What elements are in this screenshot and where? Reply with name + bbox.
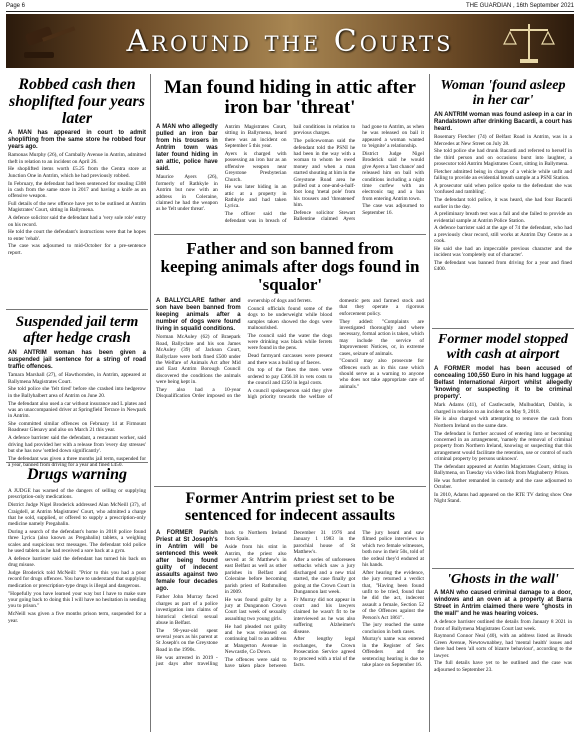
article-paragraph: "Council may also prosecute for offences such as in this case which should serve as a warning to anyone who does not take appropriate care of animals." bbox=[339, 358, 424, 390]
article-paragraph: District Judge Nigel Broderick addressed Alan McNeill (37), of Craigdell, at Antrim Magistrates' Court, who admitted a charge that he sold, supplied, or offered to supply a prescription-only medicine namely Pregabalin. bbox=[8, 502, 146, 528]
article-paragraph: Defence solicitor Stewart Ballentine claimed Ayers had gone to Antrim, as when he was released on bail it appeared a woman wanted to 'reignite' a relationship. bbox=[293, 124, 424, 223]
article-iron-bar bbox=[156, 124, 424, 230]
article-paragraph: The 90-year-old spent several years as his parent at St Joseph's on the Greystone Road in the 1990s. bbox=[156, 627, 218, 653]
article-paragraph: A defence solicitor said the defendant had a 'very sole role' entry on his record. bbox=[8, 215, 146, 228]
article-paragraph: A preliminary breath test was a fail and she failed to provide an evidential sample at Antrim Police Station. bbox=[434, 211, 572, 224]
article-lead: A MAN has appeared in court to admit shoplifting from the same store he robbed four years ago. bbox=[8, 130, 146, 150]
article-paragraph: McNeill was given a five months prison term, suspended for a year. bbox=[8, 611, 146, 624]
article-paragraph: He was further remanded in custody and the case adjourned to October. bbox=[434, 477, 572, 491]
article-paragraph: He was found guilty by a jury at Dungannon Crown Court last week of sexually assaulting two young girls. bbox=[224, 596, 287, 622]
article-lead: A FORMER Parish Priest at St Joseph's in Antrim will be sentenced this week after being found guilty of indecent assaults against two female four decades ago. bbox=[156, 530, 218, 592]
article-paragraph: He told the court the defendant's instructions were that he hopes to enter 'rehab'. bbox=[8, 229, 146, 242]
article-paragraph: She committed similar offences on February 14 at Firmount Roadnear Glenavy and also on March 21 this year. bbox=[8, 421, 146, 434]
article-paragraph: A defence barrister outlined the details from January 8 2021 in front of Ballymena Magistrates Court last week. bbox=[434, 619, 572, 632]
article-rule bbox=[154, 486, 426, 487]
article-paragraph: He was arrested in 2019 - just days after travelling back to Northern Ireland from Spain. bbox=[156, 530, 287, 667]
headline-robbed-cash: Robbed cash then shoplifted four years later bbox=[9, 76, 145, 127]
article-paragraph: After hearing the evidence, the jury returned a verdict that, "Having been found unfit to be tried, found that he did the act, indecent assault a female, Section 52 of the Offences against the Person's Act 1861". bbox=[362, 569, 424, 621]
article-paragraph: After lengthy legal exchanges, the Crown Prosecution Service agreed to proceed with a trial of the facts. bbox=[293, 636, 356, 669]
article-paragraph: District Judge Nigel Broderick said he would give Ayers a 'last chance' and released him on bail with conditions including a night time curfew with an electronic tag and a ban from entering Antrim town. bbox=[362, 150, 424, 202]
article-paragraph: Ramonas Murphy (26), of Carnbally Avenue in Antrim, admitted theft in relation to an incident on April 26. bbox=[8, 152, 146, 165]
article-paragraph: A council spokesperson said they give high priority towards the welfare of domestic pets and farmed stock and that they operate a rigorous enforcement policy. bbox=[247, 298, 424, 401]
article-lead: A FORMER model has been accused of concealing 100,550 Euro in his hand luggage at Belfast International Airport whilst allegedly 'knowing or suspecting it to be criminal property'. bbox=[434, 366, 572, 400]
article-paragraph: Antrim Magistrates Court, sitting in Ballymena, heard there was an incident on September 5 this year. bbox=[224, 124, 287, 150]
article-paragraph: The defendant also used a car without insurance and L plates and was an unaccompanied driver at Springfield Terrace in Newpark in Antrim. bbox=[8, 400, 146, 420]
article-ghosts-in-wall bbox=[434, 590, 572, 732]
article-paragraph: Fr Murray did not appear in court and his lawyers claimed he wasn't fit to be interviewed as he was also suffering Alzheimer's disease. bbox=[293, 596, 356, 635]
article-paragraph: Rosemary Fletcher (74) of Belfast Road in Antrim, was in a Mercedes at New Street on July 28. bbox=[434, 134, 572, 147]
article-paragraph: Mark Adams (41), of Castlecastle, Mulhuddart, Dublin, is charged in relation to an incident on May 9, 2018. bbox=[434, 402, 572, 415]
article-paragraph: Judge Broderick told McNeill: "Prior to this you had a poor record for drugs offences. You have to understand that supplying medication or prescription-type drugs is illegal and dangerous. bbox=[8, 570, 146, 589]
article-paragraph: A JUDGE has warned of the dangers of selling or supplying prescription-only medications. bbox=[8, 488, 146, 501]
article-paragraph: The council said the water the dogs were drinking was black while ferrets were found in the pens. bbox=[247, 332, 333, 352]
article-paragraph: In 2010, Adams had appeared on the RTE TV dating show One Night Stand. bbox=[434, 492, 572, 505]
article-paragraph: The case was adjourned to mid-October for a pre-sentence report. bbox=[8, 243, 146, 256]
article-lead: A BALLYCLARE father and son have been banned from keeping animals after a number of dogs were found living in squalid conditions. bbox=[156, 298, 241, 332]
article-lead: AN ANTRIM woman was found asleep in a car in Randalstown after drinking Bacardi, a court has heard. bbox=[434, 112, 572, 132]
article-paragraph: Aside from his stint in Antrim, the priest also served at St Matthew's in east Belfast as well as other parishes in Belfast and Coleraine before becoming parish priest of Rathmullen in 2009. bbox=[224, 544, 287, 595]
article-paragraph: After a series of unforeseen setbacks which saw a jury discharged and a new trial started, the case finally got going at the Crown Court in Dungannon last week. bbox=[293, 556, 356, 595]
headline-iron-bar: Man found hiding in attic after iron bar 'threat' bbox=[164, 77, 416, 118]
article-hedge-crash bbox=[8, 350, 146, 469]
article-paragraph: During a search of the defendant's home in 2018 police found three Lyrica (also known as Pregabalin) tablets, a weighing scales and suspicious text messages. The defendant told police he used tablets as he had received a sore back at a gym. bbox=[8, 529, 146, 555]
article-paragraph: He shoplifted items worth £5.25 from the Centra store at Junction One in Antrim, which he had previously robbed. bbox=[8, 166, 146, 179]
banner-title: Around the Courts bbox=[126, 24, 454, 59]
article-paragraph: Ayers is charged with possessing an iron bar as an offensive weapon near Greystone Presbyterian Church. bbox=[224, 150, 287, 183]
article-paragraph: The jury reached the same conclusion in both cases. bbox=[362, 622, 424, 635]
article-rule bbox=[432, 328, 574, 329]
article-paragraph: Father John Murray faced charges as part of a police investigation into claims of historical clerical sexual abuse in Belfast. bbox=[156, 594, 218, 626]
article-woman-asleep bbox=[434, 112, 572, 324]
article-paragraph: They added: "Complaints are investigated thoroughly and where necessary, formal action is taken, which may include the service of Improvement Notices, or, in extreme cases, seizure of animals. bbox=[339, 318, 424, 357]
article-paragraph: Fletcher admitted being in charge of a vehicle while unfit and failing to provide an evidential breath sample at a PSNI Station. bbox=[434, 168, 572, 182]
article-paragraph: The case was adjourned to September 16. bbox=[362, 203, 424, 216]
article-paragraph: A defence barrister said the defendant has turned his back on drug misuse. bbox=[8, 555, 146, 569]
article-paragraph: The defendant was given a three months jail term, suspended for a year, banned from driving for a year and fined £450. bbox=[8, 455, 146, 469]
article-paragraph: He was later hiding in an attic at a property in Rathkyle and had taken Lyrica. bbox=[224, 184, 287, 210]
column-rule bbox=[150, 74, 151, 732]
article-paragraph: The defendant appeared at Antrim Magistrates Court, sitting in Ballymena, on Tuesday via video link from Maghaberry Prison. bbox=[434, 463, 572, 477]
article-paragraph: Full details of the new offence have yet to be outlined at Antrim Magistrates' Court, sitting in Ballymena. bbox=[8, 201, 146, 214]
scales-of-justice-icon bbox=[502, 20, 556, 64]
article-paragraph: Council officials found some of the dogs to be underweight while blood samples taken showed the dogs were malnourished. bbox=[247, 305, 333, 331]
article-paragraph: The defendant told police, it was heard, she had four Bacardi earlier in the day. bbox=[434, 197, 572, 210]
article-paragraph: On top of the fines the men were ordered to pay £366.18 in vets costs to the council and £250 in legal costs. bbox=[247, 367, 333, 387]
article-paragraph: The officer said the defendant was in breach of bail conditions in relation to previous charges. bbox=[224, 124, 356, 224]
article-paragraph: A defence barrister said at the age of 74 the defendant, who had a previously clear record, still works at Antrim Day Centre as a cook. bbox=[434, 225, 572, 245]
article-paragraph: The defendant is further accused of entering into or becoming concerned in an arrangement, 'namely the removal of criminal property from Northern Ireland, knowing or suspecting that this arrangement would facilitate the retention, use or control of such criminal property by persons unknown'. bbox=[434, 430, 572, 463]
section-banner bbox=[6, 14, 574, 68]
article-rule bbox=[432, 568, 574, 569]
article-paragraph: He is also charged with attempting to remove the cash from Northern Ireland on the same date. bbox=[434, 416, 572, 429]
article-rule bbox=[154, 234, 426, 235]
article-paragraph: She told police she had drunk Bacardi and referred to herself in the third person and on occasions burst into laughter, a prosecutor told Antrim Magistrates Court, sitting in Ballymena. bbox=[434, 148, 572, 168]
article-paragraph: Murray's name was entered in the Register of Sex Offenders and the sentencing hearing is due to take place on September 16. bbox=[362, 636, 424, 669]
article-dogs-squalor bbox=[156, 298, 424, 482]
article-former-priest bbox=[156, 530, 424, 732]
article-lead: AN ANTRIM woman has been given a suspended jail sentence for a string of road traffic offences. bbox=[8, 350, 146, 370]
article-paragraph: He said she had an impeccable previous character and the incident was 'completely out of character'. bbox=[434, 245, 572, 259]
column-rule bbox=[429, 74, 430, 732]
article-lead: A MAN who allegedly pulled an iron bar from his trousers in Antrim town was later found hiding in an attic, police have said. bbox=[156, 124, 218, 172]
page-header-bar bbox=[6, 2, 574, 12]
article-paragraph: A defence barrister said the defendant, a restaurant worker, said driving had provided her with a release from 'every day stresses' but she has now 'settled down significantly'. bbox=[8, 435, 146, 454]
article-paragraph: Norman McAuley (62) of Braepark Road, Ballyclare and his son James McAuley (39) of Jackson Court, Ballyclare were both fined £500 under the Welfare of Animals Act after Mid and East Antrim Borough Council discovered the conditions the animals were being kept in. bbox=[156, 334, 241, 386]
headline-ghosts-in-wall: 'Ghosts in the wall' bbox=[447, 572, 559, 587]
article-paragraph: Tamara Marshall (27), of Hawthornden, in Antrim, appeared at Ballymena Magistrates Court. bbox=[8, 372, 146, 385]
article-robbed-cash bbox=[8, 130, 146, 306]
article-paragraph: Dead farmyard carcasses were present and there was a build up of faeces. bbox=[247, 353, 333, 366]
headline-former-priest: Former Antrim priest set to be sentenced for indecent assaults bbox=[185, 490, 395, 524]
article-former-model bbox=[434, 366, 572, 564]
article-rule bbox=[6, 309, 148, 310]
headline-drugs-warning: Drugs warning bbox=[26, 466, 128, 483]
article-paragraph: In February, the defendant had been sentenced for stealing £308 in cash from the same store in 2017 and having a knife as an offensive weapon. bbox=[8, 180, 146, 200]
headline-dogs-squalor: Father and son banned from keeping animals after dogs found in 'squalor' bbox=[160, 239, 420, 294]
article-paragraph: The policewoman said the defendant told the PSNI he had been in the way with a woman to whom he owed money and when a man started shouting at him in the Greystone Road area he pulled out a one-and-a-half-foot long 'metal pole' from his trousers and 'threatened' him. bbox=[293, 138, 356, 209]
edition-date: THE GUARDIAN , 16th September 2021 bbox=[465, 3, 574, 9]
headline-former-model: Former model stopped with cash at airport bbox=[438, 332, 568, 362]
headline-hedge-crash: Suspended jail term after hedge crash bbox=[15, 314, 139, 346]
page-number: Page 6 bbox=[6, 3, 26, 9]
article-paragraph: A prosecutor said when police spoke to the defendant she was 'confused and rambling'. bbox=[434, 183, 572, 196]
article-paragraph: He had pleaded not guilty and he was released on continuing bail to an address at Mangerton Avenue in Newcastle, Co Down. bbox=[224, 623, 287, 656]
article-paragraph: The jury heard and saw filmed police interviews in which two female witnesses, both now in their 50s, told of the ordeal they'd endured at his hands. bbox=[362, 530, 424, 569]
headline-woman-asleep: Woman 'found asleep in her car' bbox=[440, 78, 566, 108]
article-paragraph: Raymond Connor Neal (40), with an address listed as Breads Green Avenue, Newtownabbey, had 'mental health' issues and there had been 'all sorts of bizarre behaviour', according to the lawyer. bbox=[434, 633, 572, 659]
article-drugs-warning bbox=[8, 488, 146, 732]
article-paragraph: Maurice Ayers (26), formerly of Rathkyle in Antrim but now with an address in Coleraine, claimed he had the weapon as he 'felt under threat'. bbox=[156, 174, 218, 213]
article-paragraph: "Hopefully you have learned your way but I have to make sure your going back to doing this I will have no hesitation in sending you to prison." bbox=[8, 590, 146, 610]
article-paragraph: The defendant was banned from driving for a year and fined £400. bbox=[434, 259, 572, 273]
article-paragraph: She told police she 'felt tired' before she crashed into hedgerow in the Ballyhalbert area of Antrim on June 20. bbox=[8, 386, 146, 399]
article-paragraph: The offences were said to have taken place between December 31 1976 and January 1 1983 in the parochial house of St Matthew's. bbox=[224, 530, 356, 670]
article-paragraph: The full details have yet to be outlined and the case was adjourned to September 23. bbox=[434, 660, 572, 673]
article-lead: A MAN who caused criminal damage to a door, windows and an oven at a property at Barra Street in Antrim claimed there were "ghosts in the wall" and he was hearing voices. bbox=[434, 590, 572, 617]
article-paragraph: They also had a 10-year Disqualification Order imposed on the ownership of dogs and ferrets. bbox=[156, 298, 312, 400]
